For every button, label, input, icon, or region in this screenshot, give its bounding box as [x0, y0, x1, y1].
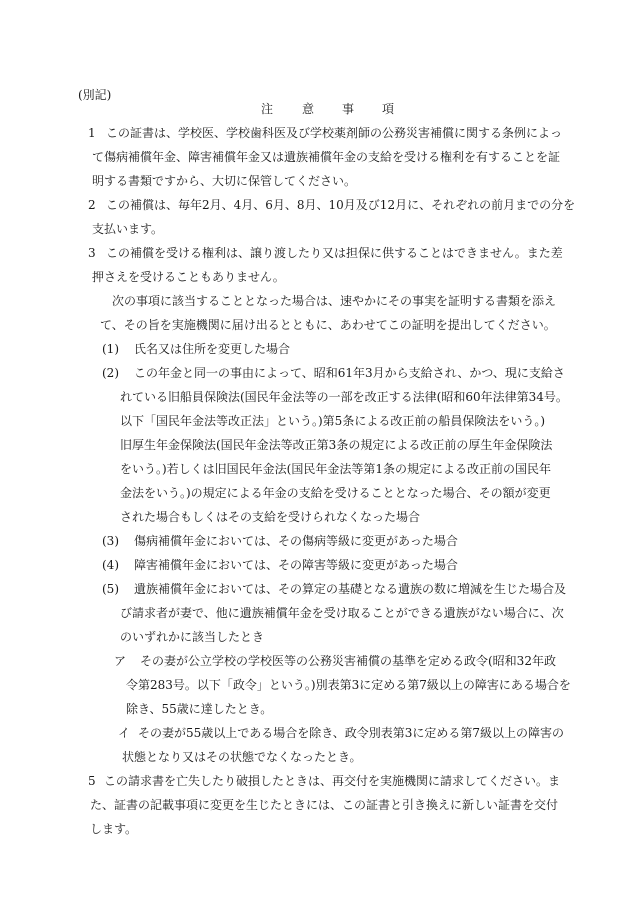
subitem-5-line: のいずれかに該当したとき: [120, 630, 265, 644]
item-5-number: 5: [88, 774, 96, 788]
subitem-1-line: 氏名又は住所を変更した場合: [134, 342, 291, 356]
title-char-2: 意: [302, 102, 315, 116]
subitem-2-line: された場合もしくはその支給を受けられなくなった場合: [120, 510, 421, 524]
clause-a-line: その妻が公立学校の学校医等の公務災害補償の基準を定める政令(昭和32年政: [140, 654, 556, 668]
subitem-1-number: (1): [102, 342, 119, 356]
subitem-2-number: (2): [102, 366, 119, 380]
subitem-2-line: れている旧船員保険法(国民年金法等の一部を改正する法律(昭和60年法律第34号。: [120, 390, 568, 404]
item-1-line: て傷病補償年金、障害補償年金又は遺族補償年金の支給を受ける権利を有することを証: [92, 150, 561, 164]
clause-b-line: 状態となり又はその状態でなくなったとき。: [122, 750, 362, 764]
item-5-line: この請求書を亡失したり破損したときは、再交付を実施機関に請求してください。ま: [104, 774, 561, 788]
subitem-5-number: (5): [102, 582, 119, 596]
subitem-2-line: 金法をいう。)の規定による年金の支給を受けることとなった場合、その額が変更: [120, 486, 551, 500]
clause-b-number: イ: [118, 726, 131, 740]
clause-a-line: 令第283号。以下「政令」という。)別表第3に定める第7級以上の障害にある場合を: [126, 678, 571, 692]
clause-a-number: ア: [114, 654, 127, 668]
subitem-2-line: 以下「国民年金法等改正法」という。)第5条による改正前の船員保険法をいう。): [120, 414, 546, 428]
subitem-5-line: び請求者が妻で、他に遺族補償年金を受け取ることができる遺族がない場合に、次: [120, 606, 564, 620]
subitem-4-number: (4): [102, 558, 119, 572]
subitem-5-line: 遺族補償年金においては、その算定の基礎となる遺族の数に増減を生じた場合及: [134, 582, 567, 596]
item-5-line: します。: [90, 822, 138, 836]
subitem-4-line: 障害補償年金においては、その障害等級に変更があった場合: [134, 558, 458, 572]
item-2-line: 支払います。: [92, 222, 164, 236]
item-2-line: この補償は、毎年2月、4月、6月、8月、10月及び12月に、それぞれの前月までの分を: [106, 198, 576, 212]
item-3-number: 3: [88, 246, 96, 260]
title-char-1: 注: [261, 102, 274, 116]
title-char-3: 事: [342, 102, 355, 116]
clause-b-line: その妻が55歳以上である場合を除き、政令別表第3に定める第7級以上の障害の: [138, 726, 565, 740]
item-3-line: 押さえを受けることもありません。: [92, 270, 285, 284]
item-2-number: 2: [88, 198, 96, 212]
item-4-line: 次の事項に該当することとなった場合は、速やかにその事実を証明する書類を添え: [112, 294, 557, 308]
item-1-line: この証書は、学校医、学校歯科医及び学校薬剤師の公務災害補償に関する条例によっ: [106, 126, 563, 140]
subitem-2-line: をいう。)若しくは旧国民年金法(国民年金法等第1条の規定による改正前の国民年: [120, 462, 552, 476]
title-char-4: 項: [382, 102, 395, 116]
annex-label: (別記): [78, 88, 112, 102]
item-5-line: た、証書の記載事項に変更を生じたときには、この証書と引き換えに新しい証書を交付: [90, 798, 559, 812]
subitem-3-line: 傷病補償年金においては、その傷病等級に変更があった場合: [134, 534, 458, 548]
clause-a-line: 除き、55歳に達したとき。: [126, 702, 273, 716]
item-1-line: 明する書類ですから、大切に保管してください。: [92, 174, 357, 188]
subitem-2-line: この年金と同一の事由によって、昭和61年3月から支給され、かつ、現に支給さ: [134, 366, 565, 380]
item-4-line: て、その旨を実施機関に届け出るとともに、あわせてこの証明を提出してください。: [100, 318, 556, 332]
document-title: [0, 97, 630, 121]
subitem-3-number: (3): [102, 534, 119, 548]
subitem-2-line: 旧厚生年金保険法(国民年金法等改正第3条の規定による改正前の厚生年金保険法: [120, 438, 553, 452]
item-3-line: この補償を受ける権利は、譲り渡したり又は担保に供することはできません。また差: [106, 246, 563, 260]
item-1-number: 1: [88, 126, 96, 140]
